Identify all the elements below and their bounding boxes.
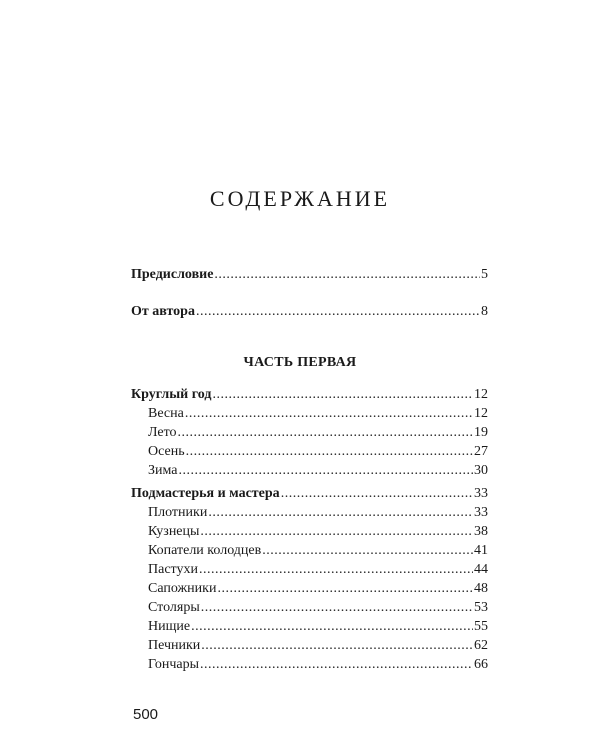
toc-entry-label: Предисловие — [131, 267, 214, 282]
dot-leader — [199, 561, 473, 579]
toc-subentry-label: Плотники — [148, 505, 208, 520]
toc-subentry — [148, 443, 488, 461]
toc-entry-label: От автора — [131, 304, 195, 319]
toc-section-label: Подмастерья и мастера — [131, 486, 280, 501]
toc-subentry — [148, 504, 488, 522]
toc-subentry — [148, 424, 488, 442]
dot-leader — [178, 424, 473, 442]
toc-subentry-label: Осень — [148, 444, 185, 459]
dot-leader — [208, 504, 473, 522]
toc-subentry-page: 19 — [474, 425, 488, 440]
toc-section-label: Круглый год — [131, 387, 212, 402]
toc-subentry — [148, 580, 488, 598]
toc-subentry-label: Весна — [148, 406, 184, 421]
toc-subentry-page: 62 — [474, 638, 488, 653]
page-number: 500 — [133, 706, 159, 723]
toc-entry-page: 5 — [481, 267, 488, 282]
page-title: СОДЕРЖАНИЕ — [209, 186, 391, 211]
dot-leader — [178, 462, 473, 480]
part-heading: ЧАСТЬ ПЕРВАЯ — [243, 355, 357, 370]
dot-leader — [262, 542, 473, 560]
toc-subentry — [148, 405, 488, 423]
toc-section-page: 33 — [474, 486, 488, 501]
toc-subentry-page: 12 — [474, 406, 488, 421]
dot-leader — [217, 580, 473, 598]
toc-subentry-label: Кузнецы — [148, 524, 200, 539]
toc-subentry-label: Зима — [148, 463, 178, 478]
toc-subentry-page: 48 — [474, 581, 488, 596]
toc-subentry-page: 55 — [474, 619, 488, 634]
toc-subentry — [148, 618, 488, 636]
toc-subentry-label: Копатели колодцев — [148, 543, 262, 558]
toc-subentry — [148, 462, 488, 480]
toc-subentry — [148, 542, 488, 560]
toc-subentry-page: 53 — [474, 600, 488, 615]
toc-section-page: 12 — [474, 387, 488, 402]
dot-leader — [212, 386, 473, 404]
dot-leader — [201, 599, 473, 617]
toc-subentry-page: 44 — [474, 562, 488, 577]
toc-subentry-page: 41 — [474, 543, 488, 558]
dot-leader — [214, 266, 480, 284]
toc-subentry — [148, 637, 488, 655]
toc-subentry-label: Печники — [148, 638, 201, 653]
toc-subentry-page: 33 — [474, 505, 488, 520]
toc-subentry — [148, 561, 488, 579]
dot-leader — [200, 656, 473, 674]
toc-subentry-label: Столяры — [148, 600, 200, 615]
toc-subentry-label: Лето — [148, 425, 177, 440]
toc-entry-page: 8 — [481, 304, 488, 319]
toc-subentry-label: Нищие — [148, 619, 191, 634]
toc-subentry-label: Гончары — [148, 657, 200, 672]
dot-leader — [185, 405, 473, 423]
dot-leader — [196, 303, 480, 321]
toc-subentry — [148, 523, 488, 541]
toc-subentry-page: 38 — [474, 524, 488, 539]
dot-leader — [201, 637, 473, 655]
toc-subentry-page: 27 — [474, 444, 488, 459]
dot-leader — [200, 523, 473, 541]
dot-leader — [191, 618, 473, 636]
toc-subentry — [148, 599, 488, 617]
toc-subentry-page: 66 — [474, 657, 488, 672]
toc-section — [131, 386, 488, 404]
toc-subentry — [148, 656, 488, 674]
dot-leader — [186, 443, 473, 461]
dot-leader — [281, 485, 473, 503]
toc-entry-author-note — [131, 303, 488, 321]
toc-section — [131, 485, 488, 503]
toc-subentry-label: Сапожники — [148, 581, 217, 596]
toc-subentry-page: 30 — [474, 463, 488, 478]
toc-entry-preface — [131, 266, 488, 284]
toc-subentry-label: Пастухи — [148, 562, 198, 577]
